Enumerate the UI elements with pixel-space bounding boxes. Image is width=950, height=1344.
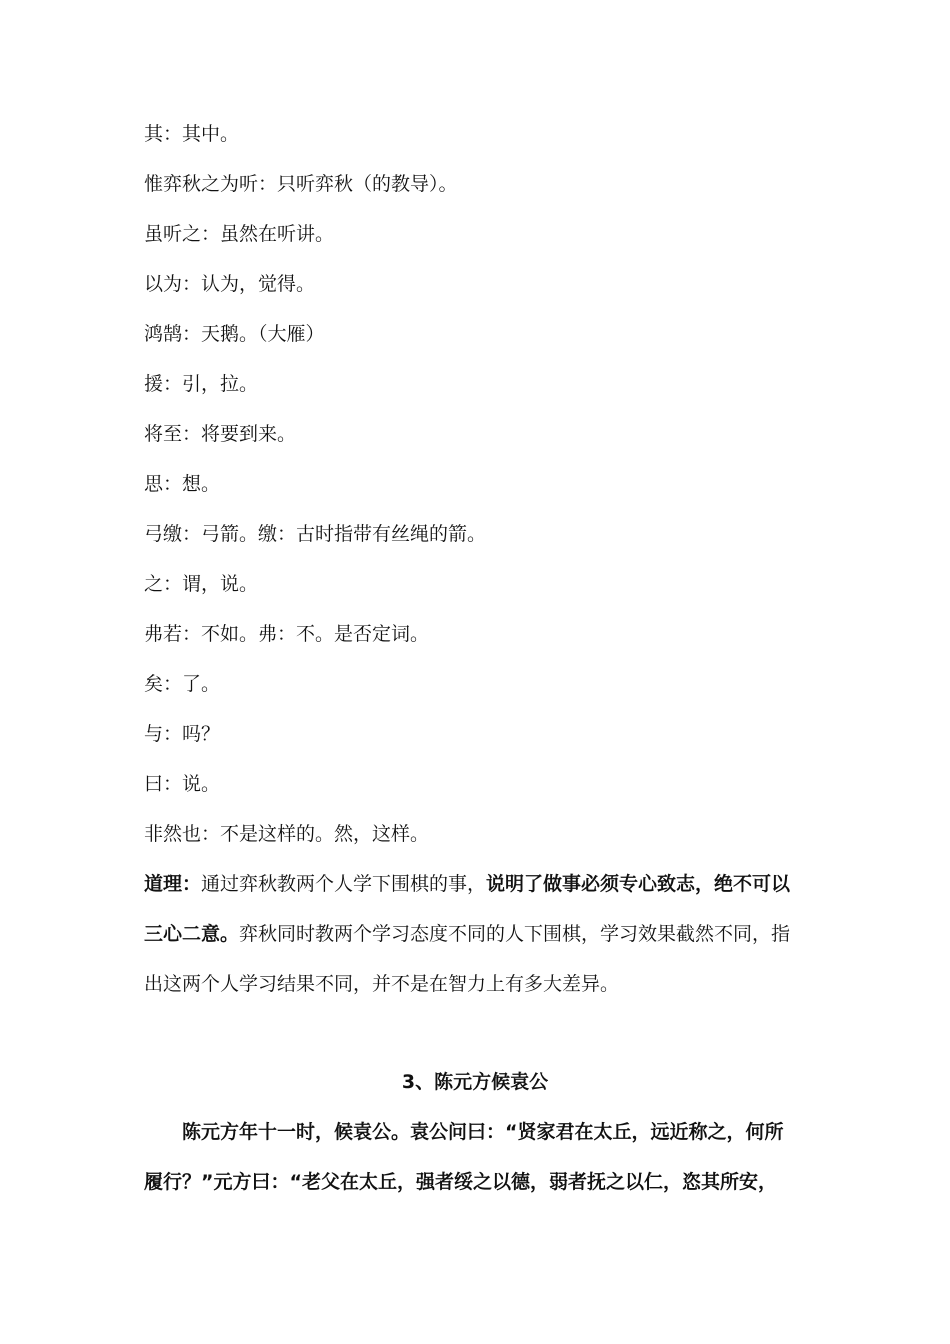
- note-line: 其：其中。: [144, 123, 240, 145]
- moral-text: 弈秋同时教两个学习态度不同的人下围棋，学习效果截然不同，指: [239, 923, 791, 945]
- note-line: 之：谓，说。: [144, 573, 259, 595]
- passage-line-2: 履行？”元方曰：“老父在太丘，强者绥之以德，弱者抚之以仁，恣其所安，: [144, 1171, 777, 1193]
- moral-line-2: [144, 921, 804, 947]
- moral-line-3: 出这两个人学习结果不同，并不是在智力上有多大差异。: [144, 973, 620, 995]
- section-title: 3、陈元方候袁公: [401, 1071, 549, 1093]
- note-line: 虽听之：虽然在听讲。: [144, 223, 335, 245]
- moral-emphasis: 三心二意。: [144, 923, 240, 945]
- moral-line-1: [144, 871, 804, 897]
- moral-emphasis: 说明了做事必须专心致志，绝不可以: [486, 873, 791, 895]
- note-line: 弓缴：弓箭。缴：古时指带有丝绳的箭。: [144, 523, 487, 545]
- note-line: 弗若：不如。弗：不。是否定词。: [144, 623, 430, 645]
- note-line: 与：吗？: [144, 723, 221, 745]
- note-line: 以为：认为，觉得。: [144, 273, 316, 295]
- note-line: 将至：将要到来。: [144, 423, 297, 445]
- note-line: 非然也：不是这样的。然，这样。: [144, 823, 430, 845]
- note-line: 思：想。: [144, 473, 221, 495]
- note-line: 援：引，拉。: [144, 373, 259, 395]
- note-line: 惟弈秋之为听：只听弈秋（的教导）。: [144, 173, 458, 195]
- moral-text: 通过弈秋教两个人学下围棋的事，: [201, 873, 487, 895]
- passage-line-1: 陈元方年十一时，候袁公。袁公问曰：“贤家君在太丘，远近称之，何所: [182, 1121, 784, 1143]
- note-line: 鸿鹄：天鹅。（大雁）: [144, 323, 325, 345]
- note-line: 矣：了。: [144, 673, 221, 695]
- note-line: 曰：说。: [144, 773, 221, 795]
- moral-label: 道理：: [144, 873, 202, 895]
